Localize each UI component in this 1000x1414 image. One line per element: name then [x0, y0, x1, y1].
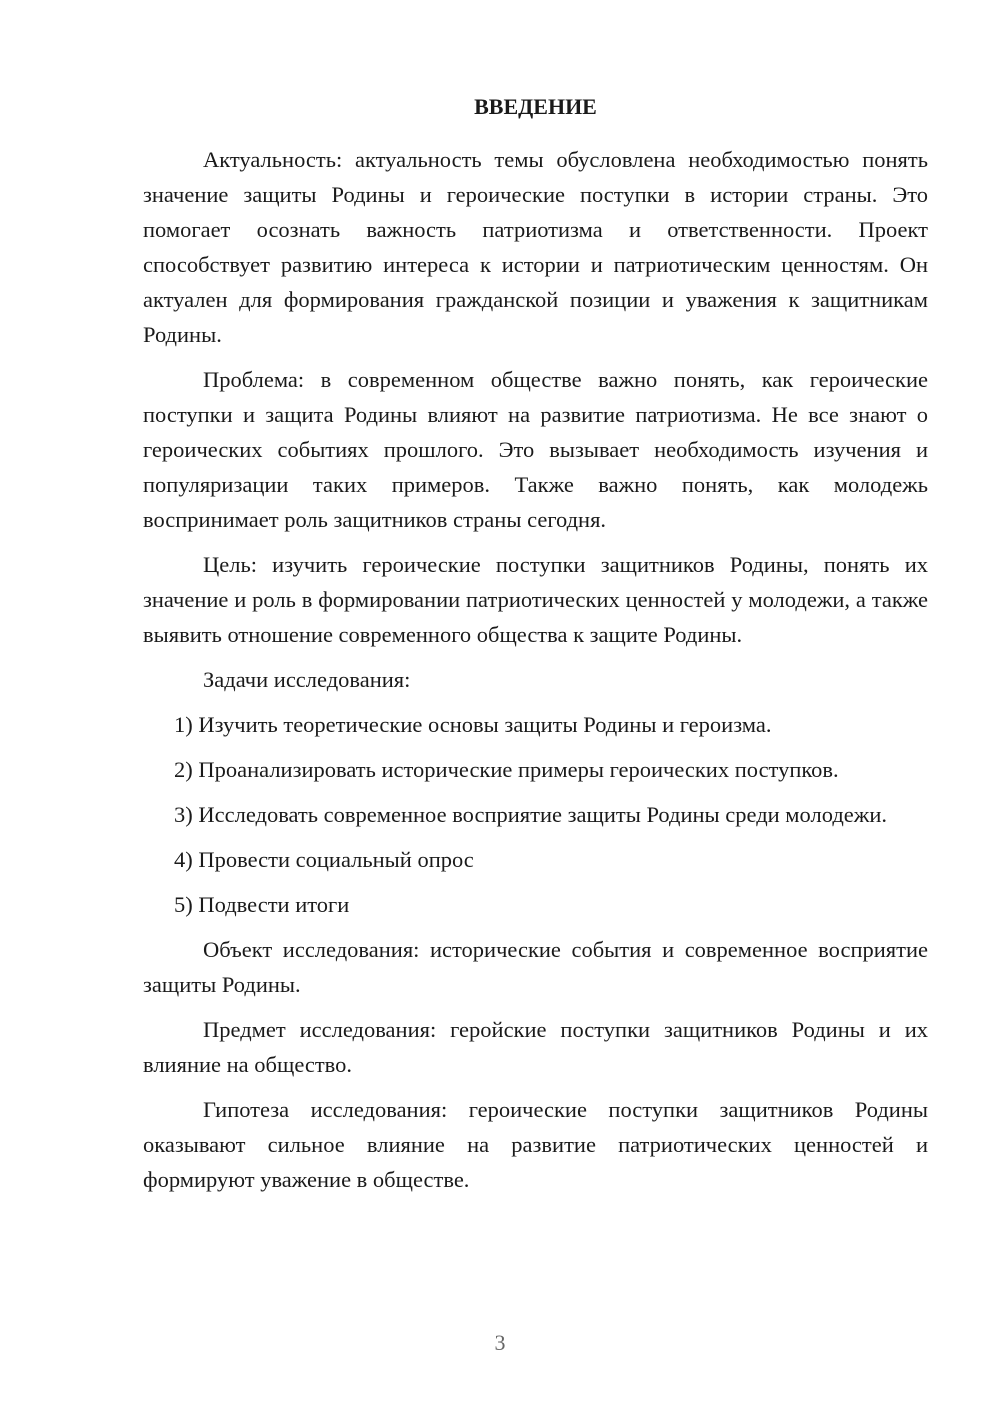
task-item-2: 2) Проанализировать исторические примеры героических поступков.: [174, 757, 839, 782]
tasks-heading: Задачи исследования:: [203, 667, 411, 692]
paragraph-object: Объект исследования: исторические события и современное восприятие защиты Родины.: [143, 937, 928, 997]
task-item-3: 3) Исследовать современное восприятие защиты Родины среди молодежи.: [174, 802, 887, 827]
task-item-1: 1) Изучить теоретические основы защиты Родины и героизма.: [174, 712, 772, 737]
paragraph-hypothesis: Гипотеза исследования: героические поступки защитников Родины оказывают сильное влияние на развитие патриотических ценностей и формируют уважение в обществе.: [143, 1097, 928, 1192]
section-title: ВВЕДЕНИЕ: [474, 94, 597, 119]
page-number: 3: [494, 1330, 506, 1355]
paragraph-subject: Предмет исследования: геройские поступки защитников Родины и их влияние на общество.: [143, 1017, 928, 1077]
paragraph-relevance: Актуальность: актуальность темы обусловлена необходимостью понять значение защиты Родины и героические поступки в истории страны. Это помогает осознать важность патриотизма и ответственности. Проект способствует развитию интереса к истории и патриотическим ценностям. Он актуален для формирования гражданской позиции и уважения к защитникам Родины.: [143, 147, 928, 347]
task-item-4: 4) Провести социальный опрос: [174, 847, 474, 872]
document-page: [143, 92, 928, 1207]
paragraph-problem: Проблема: в современном обществе важно понять, как героические поступки и защита Родины влияют на развитие патриотизма. Не все знают о героических событиях прошлого. Это вызывает необходимость изучения и популяризации таких примеров. Также важно понять, как молодежь воспринимает роль защитников страны сегодня.: [143, 367, 928, 532]
paragraph-goal: Цель: изучить героические поступки защитников Родины, понять их значение и роль в формировании патриотических ценностей у молодежи, а также выявить отношение современного общества к защите Родины.: [143, 552, 928, 647]
task-item-5: 5) Подвести итоги: [174, 892, 350, 917]
